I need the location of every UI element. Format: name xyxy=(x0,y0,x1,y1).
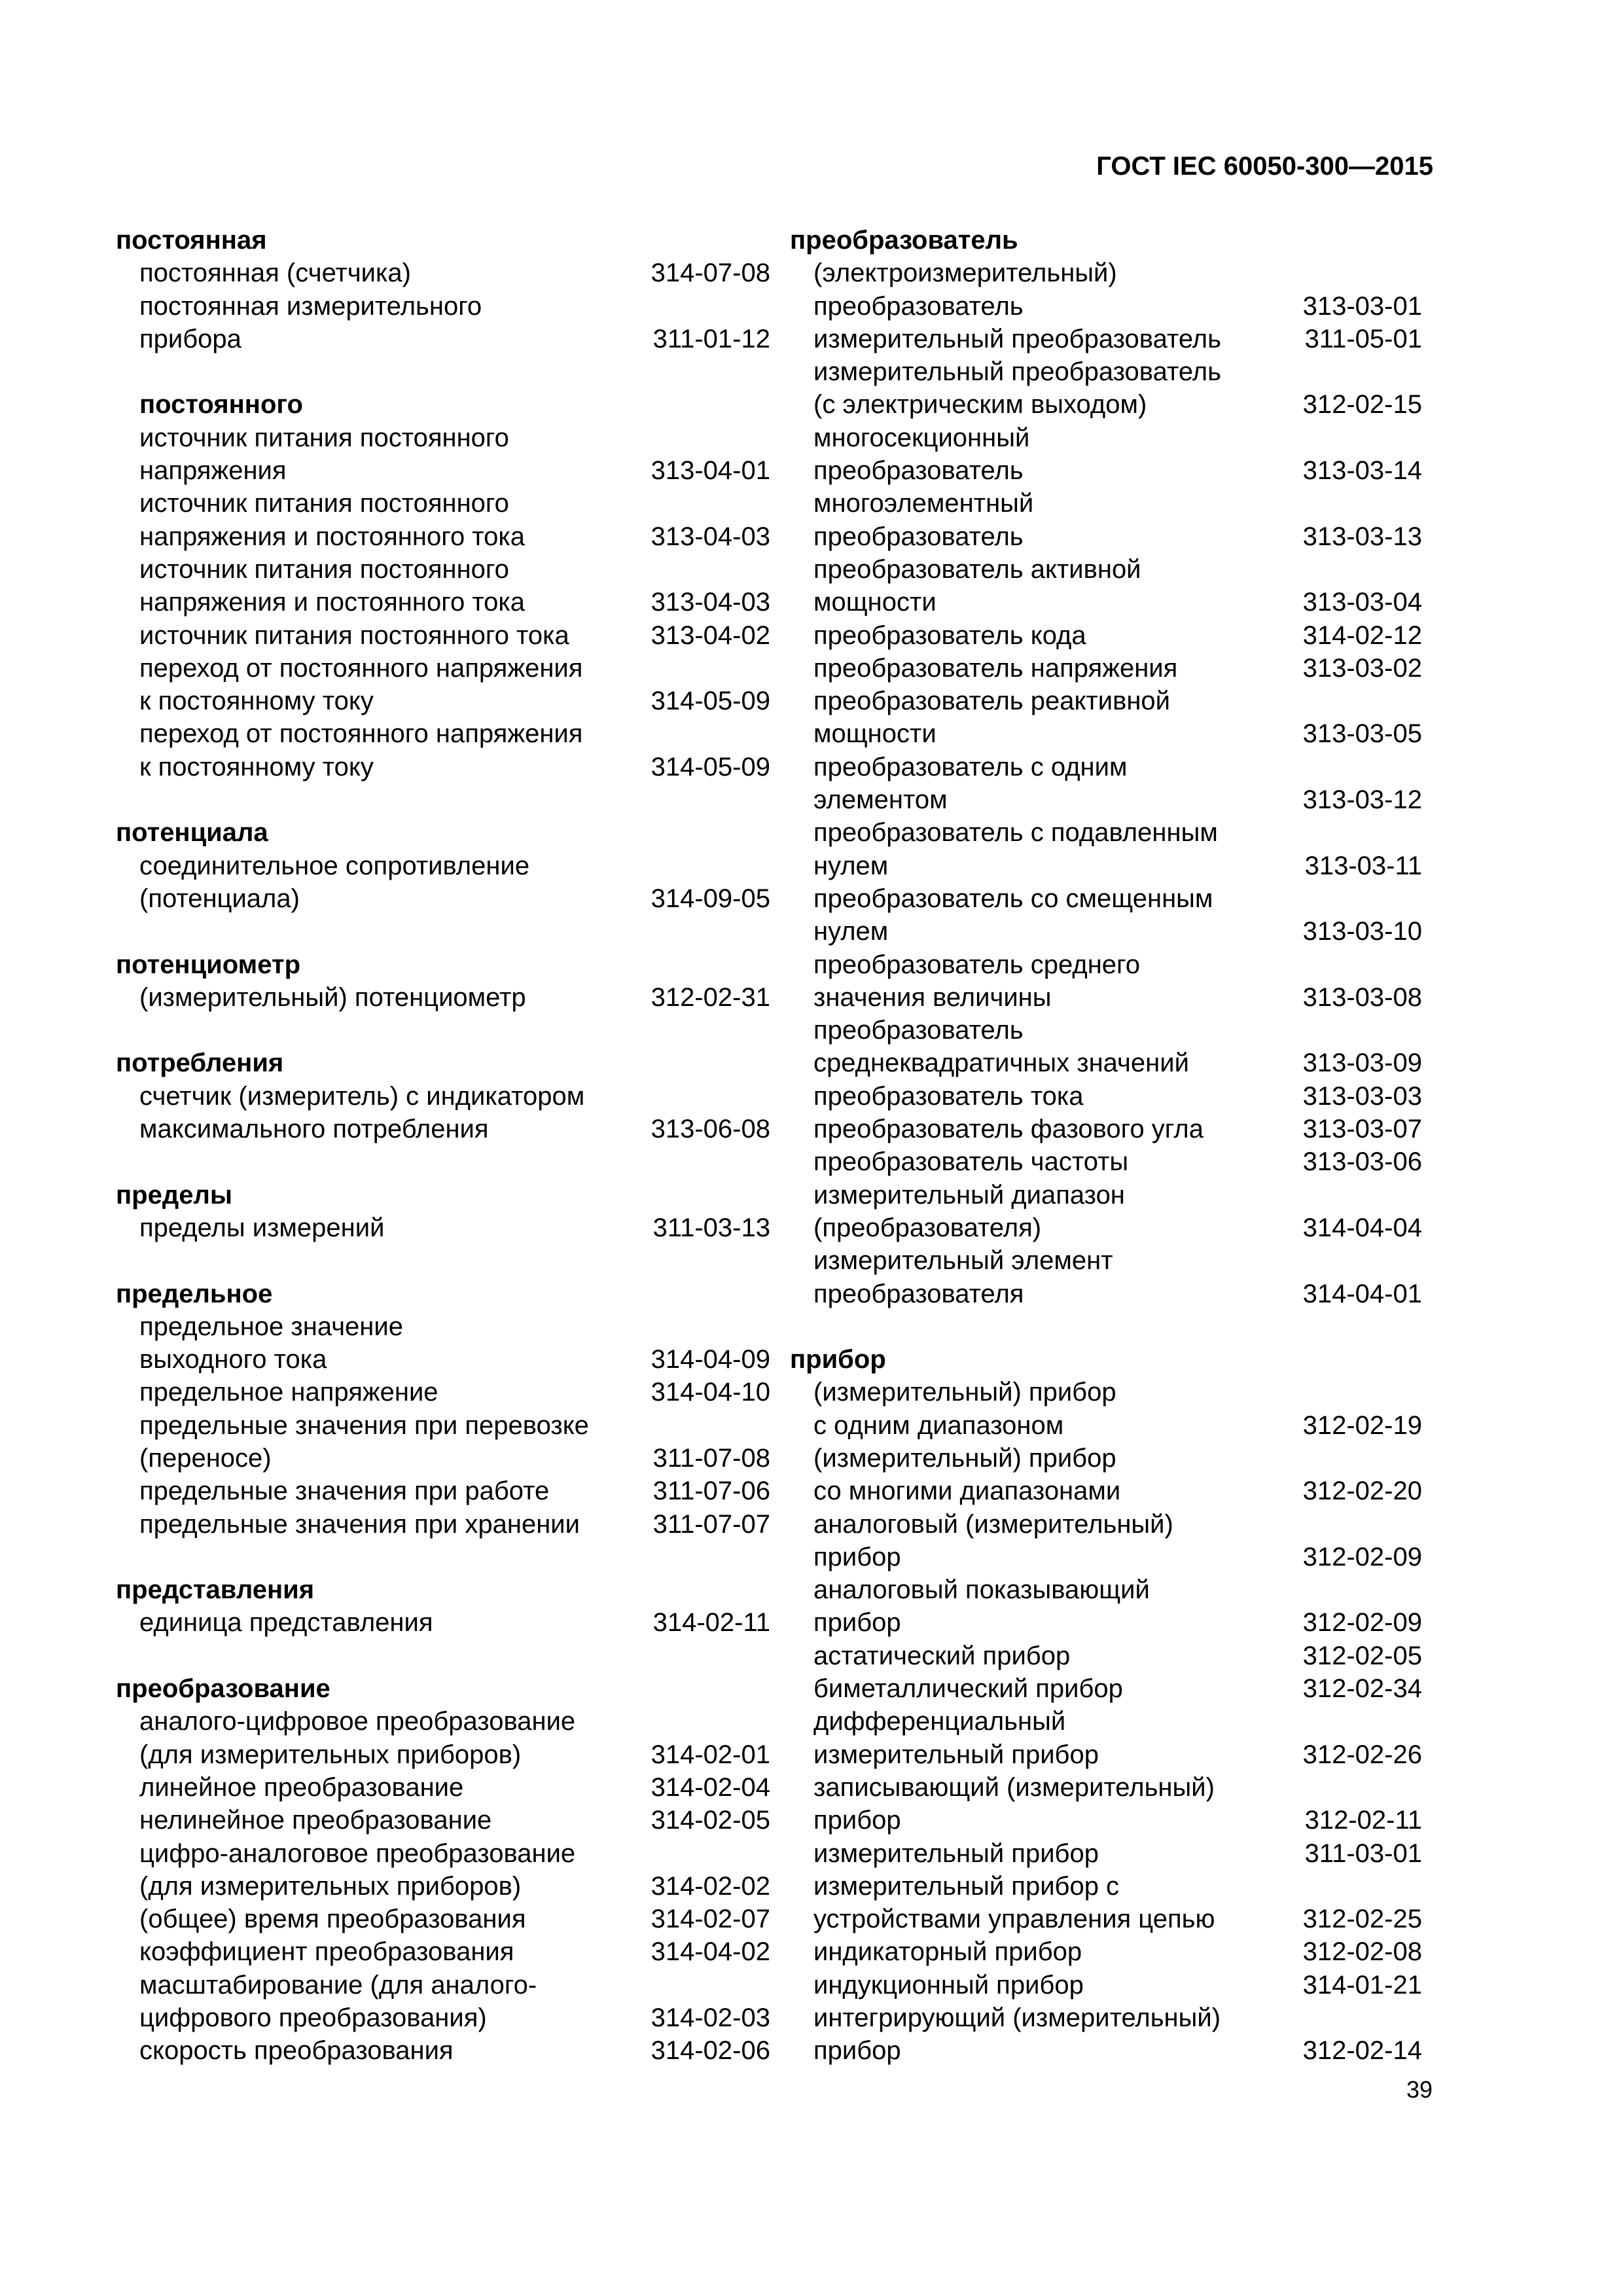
index-entry-code: 312-02-34 xyxy=(1302,1674,1422,1704)
index-entry xyxy=(790,1179,1422,1245)
index-entry xyxy=(790,1969,1422,2001)
index-heading: постоянного xyxy=(139,390,303,420)
index-entry-row xyxy=(139,981,770,1014)
index-heading: представления xyxy=(116,1575,315,1605)
index-entry xyxy=(790,1244,1422,1310)
index-entry-row xyxy=(813,915,1422,948)
index-entry-code: 314-02-12 xyxy=(1302,620,1422,650)
index-entry-text: переход от постоянного напряжения xyxy=(139,653,583,683)
index-entry-text: (потенциала) xyxy=(139,884,300,913)
index-entry-row xyxy=(813,1278,1422,1310)
index-entry-text: источник питания постоянного xyxy=(139,554,509,584)
index-entry-text: многосекционный xyxy=(813,423,1030,452)
index-entry-row xyxy=(139,586,770,619)
index-entry-code: 314-04-04 xyxy=(1302,1213,1422,1242)
index-entry-code: 314-02-03 xyxy=(651,2003,770,2033)
index-entry-code: 314-09-05 xyxy=(651,884,770,913)
index-entry-text: преобразователь xyxy=(813,1016,1024,1045)
index-entry-code: 314-04-01 xyxy=(1302,1279,1422,1308)
index-entry-row xyxy=(813,520,1422,553)
index-entry-row xyxy=(813,1475,1422,1507)
index-entry-text: интегрирующий (измерительный) xyxy=(813,2003,1221,2033)
index-entry-text: соединительное сопротивление xyxy=(139,851,530,880)
index-entry xyxy=(790,816,1422,882)
index-entry-text: измерительный преобразователь xyxy=(813,324,1221,353)
index-entry-code: 314-02-01 xyxy=(651,1740,770,1769)
index-heading: потребления xyxy=(116,1049,284,1078)
index-entry-row xyxy=(139,1113,770,1145)
index-group xyxy=(116,816,770,915)
index-entry-code: 311-03-01 xyxy=(1304,1839,1422,1868)
index-entry xyxy=(790,1837,1422,1870)
index-entry-code: 312-02-26 xyxy=(1302,1740,1422,1769)
index-entry-code: 314-07-08 xyxy=(651,259,770,288)
index-entry-text: прибор xyxy=(813,1806,901,1835)
index-entry-text: к постоянному току xyxy=(139,687,374,716)
index-entry-code: 312-02-19 xyxy=(1302,1410,1422,1440)
index-entry xyxy=(116,850,770,916)
index-entry-text: со многими диапазонами xyxy=(813,1477,1121,1506)
index-entry xyxy=(116,1376,770,1408)
index-entry-code: 313-03-08 xyxy=(1302,982,1422,1012)
index-entry-code: 314-02-07 xyxy=(651,1905,770,1934)
index-entry-text: преобразователь с одним xyxy=(813,752,1128,781)
index-entry-text: постоянная измерительного xyxy=(139,291,482,321)
index-entry-code: 312-02-14 xyxy=(1302,2036,1422,2066)
index-entry-text: элементом xyxy=(813,785,948,815)
index-entry-text: преобразователь со смещенным xyxy=(813,884,1213,913)
index-entry xyxy=(790,948,1422,1014)
index-entry xyxy=(790,882,1422,948)
index-entry-row xyxy=(139,1475,770,1507)
index-entry-code: 314-04-02 xyxy=(651,1937,770,1967)
index-entry-text: устройствами управления цепью xyxy=(813,1905,1215,1934)
index-entry-text: измерительный преобразователь xyxy=(813,357,1221,387)
index-entry-text: (измерительный) прибор xyxy=(813,1443,1116,1473)
index-entry-code: 313-04-02 xyxy=(651,620,770,650)
index-entry-row xyxy=(139,619,770,652)
index-entry-text: прибор xyxy=(813,1608,901,1638)
index-entry-text: индукционный прибор xyxy=(813,1970,1084,2000)
index-entry-code: 313-03-03 xyxy=(1302,1081,1422,1111)
index-entry-code: 314-01-21 xyxy=(1302,1970,1422,2000)
index-entry-row xyxy=(813,1672,1422,1705)
index-entry-row xyxy=(139,454,770,487)
index-entry xyxy=(790,652,1422,685)
index-entry-row xyxy=(813,586,1422,619)
index-entry-row xyxy=(139,1343,770,1376)
index-entry-row xyxy=(139,685,770,717)
index-entry-row xyxy=(813,1606,1422,1639)
index-group xyxy=(790,1343,1422,2068)
index-entry-text: (с электрическим выходом) xyxy=(813,390,1147,420)
index-entry-code: 313-04-01 xyxy=(651,456,770,486)
index-entry-row xyxy=(813,1640,1422,1672)
index-entry xyxy=(116,981,770,1014)
index-entry-row xyxy=(139,1903,770,1935)
index-entry-code: 314-05-09 xyxy=(651,752,770,781)
index-group xyxy=(116,1278,770,1541)
index-entry-row xyxy=(813,619,1422,652)
index-entry-row xyxy=(139,1376,770,1408)
index-entry-row xyxy=(813,1409,1422,1442)
index-entry-row xyxy=(139,520,770,553)
index-entry-text: преобразователь xyxy=(813,291,1024,321)
index-entry-text: измерительный прибор с xyxy=(813,1871,1120,1901)
index-heading: потенциала xyxy=(116,818,268,848)
index-entry-code: 312-02-31 xyxy=(651,982,770,1012)
index-entry-row xyxy=(813,1047,1422,1079)
index-entry-code: 312-02-05 xyxy=(1302,1641,1422,1670)
index-entry xyxy=(790,685,1422,751)
index-entry-row xyxy=(813,1738,1422,1771)
index-entry xyxy=(116,619,770,652)
index-entry xyxy=(116,487,770,553)
index-entry xyxy=(116,717,770,783)
index-entry-text: преобразователь xyxy=(813,522,1024,551)
index-entry-text: предельное напряжение xyxy=(139,1378,438,1407)
index-entry xyxy=(116,1935,770,1968)
index-entry-text: измерительный диапазон xyxy=(813,1180,1125,1210)
index-entry-row xyxy=(813,1113,1422,1145)
index-entry-code: 312-02-09 xyxy=(1302,1542,1422,1571)
index-entry-row xyxy=(813,1837,1422,1870)
index-entry xyxy=(790,1573,1422,1640)
index-entry-row xyxy=(139,323,770,355)
index-entry-text: (для измерительных приборов) xyxy=(139,1740,522,1769)
index-entry-row xyxy=(813,981,1422,1014)
index-entry-code: 311-07-06 xyxy=(652,1477,770,1506)
index-entry xyxy=(116,1705,770,1771)
index-entry-text: к постоянному току xyxy=(139,752,374,781)
index-entry xyxy=(116,2034,770,2067)
index-entry-text: коэффициент преобразования xyxy=(139,1937,514,1967)
index-entry-code: 311-01-12 xyxy=(652,324,770,353)
index-entry-code: 312-02-15 xyxy=(1302,390,1422,420)
index-entry xyxy=(116,553,770,619)
index-entry-text: преобразователь xyxy=(813,456,1024,486)
index-heading: преобразование xyxy=(116,1674,330,1704)
index-entry-text: биметаллический прибор xyxy=(813,1674,1123,1704)
index-entry-row xyxy=(813,1211,1422,1244)
index-heading: потенциометр xyxy=(116,950,301,979)
index-entry-text: с одним диапазоном xyxy=(813,1410,1064,1440)
index-entry-text: цифрового преобразования) xyxy=(139,2003,487,2033)
index-entry-text: источник питания постоянного xyxy=(139,489,509,518)
index-entry-text: скорость преобразования xyxy=(139,2036,454,2066)
page-number: 39 xyxy=(1406,2076,1433,2103)
index-entry-code: 314-02-05 xyxy=(651,1806,770,1835)
index-entry-text: постоянная (счетчика) xyxy=(139,259,411,288)
index-entry-code: 314-05-09 xyxy=(651,687,770,716)
index-entry-text: преобразователь реактивной xyxy=(813,687,1171,716)
index-entry-code: 312-02-08 xyxy=(1302,1937,1422,1967)
index-entry-code: 313-03-09 xyxy=(1302,1049,1422,1078)
index-heading: предельное xyxy=(116,1279,273,1308)
index-entry xyxy=(790,355,1422,422)
index-entry-row xyxy=(813,454,1422,487)
index-group xyxy=(116,948,770,1014)
index-entry xyxy=(790,751,1422,817)
index-entry-code: 313-03-07 xyxy=(1302,1115,1422,1144)
index-entry-text: прибор xyxy=(813,2036,901,2066)
index-entry xyxy=(790,1672,1422,1705)
index-entry-row xyxy=(139,1738,770,1771)
index-entry-row xyxy=(139,1935,770,1968)
index-entry-text: (общее) время преобразования xyxy=(139,1905,526,1934)
index-entry xyxy=(116,652,770,718)
index-entry xyxy=(116,1837,770,1903)
index-entry-code: 311-07-08 xyxy=(652,1443,770,1473)
index-entry-text: преобразователь среднего xyxy=(813,950,1140,979)
index-entry-text: предельные значения при хранении xyxy=(139,1509,580,1539)
index-entry-row xyxy=(139,1606,770,1639)
index-entry-text: преобразователь напряжения xyxy=(813,653,1178,683)
index-entry xyxy=(116,1969,770,2035)
index-entry-code: 313-03-01 xyxy=(1302,291,1422,321)
index-entry-text: линейное преобразование xyxy=(139,1772,464,1802)
index-group xyxy=(116,388,770,783)
index-group xyxy=(116,224,770,355)
index-entry-text: аналоговый (измерительный) xyxy=(813,1509,1173,1539)
index-entry xyxy=(116,1211,770,1244)
index-entry-text: (электроизмерительный) xyxy=(813,259,1117,288)
index-heading: прибор xyxy=(790,1345,886,1374)
index-entry-text: астатический прибор xyxy=(813,1641,1071,1670)
index-entry-code: 314-02-11 xyxy=(652,1608,770,1638)
index-entry xyxy=(790,2001,1422,2068)
index-entry-row xyxy=(139,1508,770,1541)
index-entry xyxy=(116,1771,770,1804)
index-entry-code: 313-03-10 xyxy=(1302,917,1422,946)
index-entry-text: индикаторный прибор xyxy=(813,1937,1082,1967)
index-entry-text: прибора xyxy=(139,324,241,353)
index-entry-text: цифро-аналоговое преобразование xyxy=(139,1839,576,1868)
index-entry-row xyxy=(139,2001,770,2034)
index-entry-code: 312-02-25 xyxy=(1302,1905,1422,1934)
index-entry-text: единица представления xyxy=(139,1608,433,1638)
index-entry-code: 312-02-09 xyxy=(1302,1608,1422,1638)
index-entry-text: значения величины xyxy=(813,982,1052,1012)
index-entry-code: 313-03-06 xyxy=(1302,1147,1422,1177)
index-entry xyxy=(116,1080,770,1146)
index-entry xyxy=(116,1508,770,1541)
index-entry-code: 313-03-05 xyxy=(1302,719,1422,749)
index-entry xyxy=(116,1310,770,1376)
index-entry-text: (измерительный) потенциометр xyxy=(139,982,526,1012)
index-entry-text: источник питания постоянного xyxy=(139,423,509,452)
index-entry-text: преобразователь тока xyxy=(813,1081,1084,1111)
index-entry-text: прибор xyxy=(813,1542,901,1571)
index-entry-text: выходного тока xyxy=(139,1345,327,1374)
index-entry-code: 312-02-11 xyxy=(1304,1806,1422,1835)
index-entry-text: источник питания постоянного тока xyxy=(139,620,569,650)
index-entry-row xyxy=(813,1903,1422,1935)
index-entry xyxy=(116,1804,770,1837)
index-entry-row xyxy=(139,751,770,783)
index-entry-code: 313-03-14 xyxy=(1302,456,1422,486)
index-entry-text: преобразователь с подавленным xyxy=(813,818,1218,848)
index-entry-text: счетчик (измеритель) с индикатором xyxy=(139,1081,585,1111)
index-column-right xyxy=(790,224,1422,2068)
index-entry-row xyxy=(139,1771,770,1804)
index-group xyxy=(116,1047,770,1145)
index-entry-text: аналоговый показывающий xyxy=(813,1575,1150,1605)
index-group xyxy=(790,224,1422,1310)
index-entry xyxy=(790,323,1422,355)
index-entry-text: измерительный прибор xyxy=(813,1740,1099,1769)
index-entry xyxy=(790,1771,1422,1837)
index-entry xyxy=(790,1442,1422,1508)
index-entry xyxy=(116,290,770,356)
index-entry-text: (преобразователя) xyxy=(813,1213,1042,1242)
index-entry xyxy=(790,1014,1422,1080)
index-entry-text: измерительный элемент xyxy=(813,1246,1113,1276)
index-entry-code: 313-03-11 xyxy=(1304,851,1422,880)
index-entry-code: 313-06-08 xyxy=(651,1115,770,1144)
index-entry xyxy=(116,1606,770,1639)
index-entry-row xyxy=(813,1804,1422,1837)
index-entry-code: 314-04-10 xyxy=(651,1378,770,1407)
index-entry-text: предельные значения при перевозке xyxy=(139,1410,589,1440)
index-entry-text: преобразователь кода xyxy=(813,620,1086,650)
index-entry-code: 313-03-13 xyxy=(1302,522,1422,551)
index-entry-code: 311-05-01 xyxy=(1304,324,1422,353)
index-entry-text: переход от постоянного напряжения xyxy=(139,719,583,749)
index-entry xyxy=(116,257,770,289)
index-entry xyxy=(790,1935,1422,1968)
index-entry-row xyxy=(813,2034,1422,2067)
index-entry xyxy=(790,422,1422,488)
index-entry xyxy=(790,1113,1422,1145)
index-entry-row xyxy=(813,1145,1422,1178)
index-entry xyxy=(790,1080,1422,1113)
index-entry xyxy=(116,1409,770,1475)
index-entry xyxy=(116,1903,770,1935)
index-entry-row xyxy=(813,783,1422,816)
index-entry-code: 313-03-04 xyxy=(1302,588,1422,617)
index-entry-text: напряжения и постоянного тока xyxy=(139,522,526,551)
index-entry-text: напряжения и постоянного тока xyxy=(139,588,526,617)
index-entry-text: преобразователь фазового угла xyxy=(813,1115,1204,1144)
index-entry-row xyxy=(813,388,1422,421)
index-entry-code: 314-02-02 xyxy=(651,1871,770,1901)
index-entry xyxy=(790,1870,1422,1936)
index-entry-text: (измерительный) прибор xyxy=(813,1378,1116,1407)
index-entry-row xyxy=(139,1870,770,1903)
index-entry-text: мощности xyxy=(813,719,936,749)
document-header: ГОСТ IEC 60050-300—2015 xyxy=(1096,152,1433,181)
index-entry-text: мощности xyxy=(813,588,936,617)
index-heading: постоянная xyxy=(116,226,267,255)
index-entry xyxy=(116,422,770,488)
index-entry-row xyxy=(139,882,770,915)
index-entry-text: преобразователь активной xyxy=(813,554,1141,584)
index-entry-text: (для измерительных приборов) xyxy=(139,1871,522,1901)
index-group xyxy=(116,1672,770,2068)
index-entry-text: преобразователь частоты xyxy=(813,1147,1129,1177)
index-column-left xyxy=(116,224,770,2068)
index-entry-code: 313-03-12 xyxy=(1302,785,1422,815)
index-heading: преобразователь xyxy=(790,226,1018,255)
index-entry-text: записывающий (измерительный) xyxy=(813,1772,1215,1802)
index-entry-text: многоэлементный xyxy=(813,489,1034,518)
index-entry xyxy=(790,487,1422,553)
index-entry-text: максимального потребления xyxy=(139,1115,489,1144)
index-entry xyxy=(790,619,1422,652)
index-entry-row xyxy=(813,652,1422,685)
index-entry-text: напряжения xyxy=(139,456,287,486)
index-entry-text: пределы измерений xyxy=(139,1213,385,1242)
index-entry-code: 313-04-03 xyxy=(651,588,770,617)
index-entry-row xyxy=(139,1804,770,1837)
index-entry-row xyxy=(139,1442,770,1475)
index-entry xyxy=(790,257,1422,323)
index-entry xyxy=(790,1145,1422,1178)
index-entry-code: 313-03-02 xyxy=(1302,653,1422,683)
index-entry-code: 311-07-07 xyxy=(652,1509,770,1539)
index-entry-row xyxy=(813,1935,1422,1968)
index-group xyxy=(116,1573,770,1640)
index-entry-text: нулем xyxy=(813,851,889,880)
index-heading: пределы xyxy=(116,1180,233,1210)
index-entry-row xyxy=(813,717,1422,750)
index-entry xyxy=(790,1640,1422,1672)
index-entry-text: масштабирование (для аналого- xyxy=(139,1970,537,2000)
index-entry xyxy=(116,1475,770,1507)
index-entry-code: 314-02-04 xyxy=(651,1772,770,1802)
index-entry xyxy=(790,1705,1422,1771)
index-entry-row xyxy=(813,850,1422,882)
index-entry-text: аналого-цифровое преобразование xyxy=(139,1707,576,1736)
index-entry-row xyxy=(139,257,770,289)
index-entry-text: среднеквадратичных значений xyxy=(813,1049,1189,1078)
index-group xyxy=(116,1179,770,1245)
index-entry-text: нелинейное преобразование xyxy=(139,1806,492,1835)
index-entry-row xyxy=(813,1969,1422,2001)
index-entry-text: измерительный прибор xyxy=(813,1839,1099,1868)
index-entry xyxy=(790,1508,1422,1574)
index-entry-code: 313-04-03 xyxy=(651,522,770,551)
index-entry-row xyxy=(139,2034,770,2067)
index-entry-row xyxy=(813,323,1422,355)
index-entry-code: 311-03-13 xyxy=(652,1213,770,1242)
index-entry-row xyxy=(813,290,1422,323)
index-entry-code: 314-04-09 xyxy=(651,1345,770,1374)
index-entry-text: предельное значение xyxy=(139,1312,403,1341)
index-entry xyxy=(790,1376,1422,1442)
index-entry-text: преобразователя xyxy=(813,1279,1024,1308)
index-entry-row xyxy=(139,1211,770,1244)
index-entry-row xyxy=(813,1541,1422,1573)
index-entry-text: предельные значения при работе xyxy=(139,1477,550,1506)
index-entry-row xyxy=(813,1080,1422,1113)
index-entry-text: нулем xyxy=(813,917,889,946)
index-entry-text: дифференциальный xyxy=(813,1707,1066,1736)
index-entry-code: 312-02-20 xyxy=(1302,1477,1422,1506)
index-entry-code: 314-02-06 xyxy=(651,2036,770,2066)
index-entry xyxy=(790,553,1422,619)
index-entry-text: (переносе) xyxy=(139,1443,272,1473)
